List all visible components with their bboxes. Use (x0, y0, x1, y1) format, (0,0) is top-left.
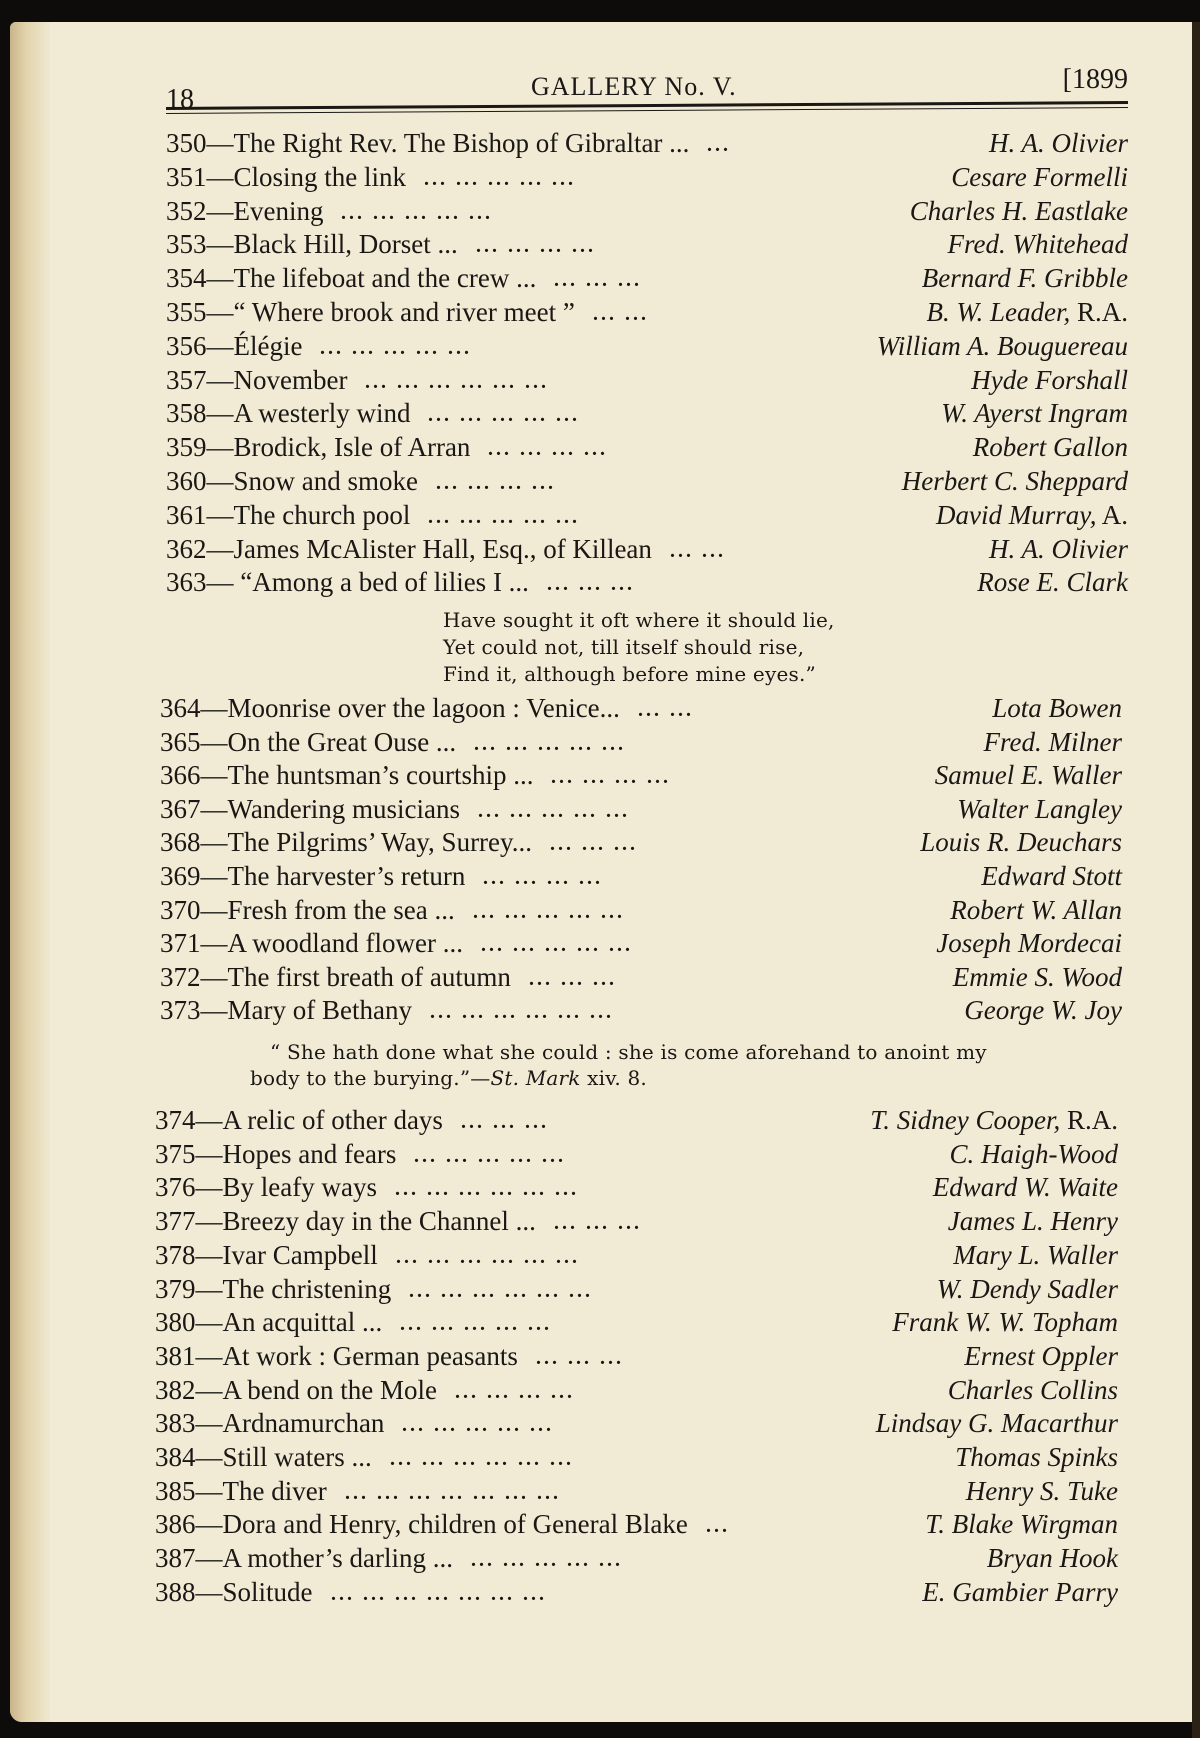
entry-leader-dots: ... ... ... ... ... (428, 505, 580, 528)
entry-leader-dots: ... ... ... ... (476, 235, 596, 258)
entry-leader-dots: ... ... ... ... ... (473, 900, 625, 923)
entry-leader-dots: ... ... ... (554, 1212, 642, 1235)
entry-title: 359—Brodick, Isle of Arran (166, 432, 471, 463)
entry-title: 369—The harvester’s return (160, 861, 466, 891)
entry-artist (922, 263, 1128, 294)
entry-leader-dots: ... ... ... ... ... (478, 799, 630, 822)
entry-artist (926, 297, 1128, 328)
entry-leader-dots: ... ... ... ... ... (471, 1549, 623, 1572)
catalogue-entry (0, 1105, 1200, 1139)
artist-name: Edward W. Waite (932, 1172, 1118, 1203)
entry-artist (981, 861, 1122, 892)
artist-name: James L. Henry (947, 1206, 1118, 1237)
artist-name: Henry S. Tuke (965, 1475, 1118, 1506)
entry-title: 366—The huntsman’s courtship ... (160, 760, 534, 791)
entry-artist (955, 1442, 1118, 1473)
artist-name: Bryan Hook (986, 1543, 1118, 1574)
entry-leader-dots: ... ... ... ... ... (341, 201, 493, 224)
entry-leader-dots: ... ... (638, 699, 694, 721)
catalogue-entry (0, 162, 1200, 196)
entry-title: 355—“ Where brook and river meet ” (166, 297, 575, 327)
entry-title: 375—Hopes and fears (155, 1138, 397, 1169)
entry-title: 362—James McAlister Hall, Esq., of Killean (166, 533, 652, 564)
catalogue-entry (0, 794, 1200, 828)
entry-title: 384—Still waters ... (155, 1442, 372, 1472)
entry-title: 367—Wandering musicians (160, 793, 461, 824)
entry-leader-dots: ... ... ... ... ... (402, 1414, 554, 1437)
artist-name: Fred. Milner (983, 726, 1122, 757)
entry-title: 368—The Pilgrims’ Way, Surrey... (160, 827, 533, 858)
entry-leader-dots: ... ... ... ... (551, 766, 671, 789)
artist-name: George W. Joy (964, 995, 1122, 1026)
catalogue-entry (0, 229, 1200, 263)
entry-artist (936, 500, 1128, 531)
entry-title: 387—A mother’s darling ... (155, 1543, 453, 1574)
entry-title: 381—At work : German peasants (155, 1340, 518, 1371)
entry-leader-dots: ... ... (670, 539, 726, 562)
artist-name: Frank W. W. Topham (892, 1307, 1118, 1338)
entry-leader-dots: ... ... ... ... (455, 1380, 575, 1403)
catalogue-entry (0, 500, 1200, 534)
scripture-citation: St. Mark (490, 1066, 581, 1090)
entry-leader-dots: ... ... ... ... (488, 438, 608, 461)
catalogue-entry (0, 1206, 1200, 1240)
entry-leader-dots: ... (707, 134, 731, 156)
entry-title: 354—The lifeboat and the crew ... (166, 263, 537, 294)
artist-name: Cesare Formelli (951, 161, 1128, 192)
artist-name: Bernard F. Gribble (921, 263, 1128, 294)
artist-name: William A. Bouguereau (876, 330, 1128, 361)
catalogue-entry (0, 1476, 1200, 1510)
artist-name: T. Blake Wirgman (925, 1509, 1118, 1540)
catalogue-entry (0, 1543, 1200, 1577)
catalogue-entry (0, 1240, 1200, 1274)
entry-artist (950, 895, 1122, 926)
verse-line: Find it, although before mine eyes.” (443, 662, 816, 686)
catalogue-entry (0, 1577, 1200, 1611)
entry-leader-dots: ... ... ... (536, 1346, 624, 1369)
artist-name: Louis R. Deuchars (920, 827, 1122, 858)
catalogue-entry (0, 331, 1200, 365)
entry-title: 365—On the Great Ouse ... (160, 726, 457, 757)
artist-name: Lota Bowen (992, 693, 1122, 723)
entry-artist (989, 128, 1128, 159)
entry-title: 357—November (166, 364, 348, 395)
entry-artist (989, 534, 1128, 565)
entry-leader-dots: ... ... ... ... ... ... (430, 1001, 614, 1024)
entry-leader-dots: ... ... ... (529, 967, 617, 990)
entry-leader-dots: ... ... ... (550, 833, 638, 856)
catalogue-entry (0, 1341, 1200, 1375)
entry-artist (892, 1307, 1118, 1338)
artist-honour: R.A. (1070, 297, 1128, 327)
entry-artist (966, 1476, 1118, 1507)
entry-title: 350—The Right Rev. The Bishop of Gibraltar ... (166, 128, 690, 158)
artist-name: Mary L. Waller (953, 1239, 1118, 1270)
entry-title: 372—The first breath of autumn (160, 961, 511, 992)
scripture-verse: xiv. 8. (580, 1066, 647, 1090)
entry-title: 382—A bend on the Mole (155, 1374, 437, 1405)
catalogue-entry (0, 962, 1200, 996)
entry-artist (935, 760, 1122, 791)
catalogue-entry (0, 398, 1200, 432)
entry-leader-dots: ... ... ... ... ... (320, 336, 472, 359)
catalogue-entry (0, 928, 1200, 962)
entry-leader-dots: ... ... ... ... ... ... (409, 1279, 593, 1302)
entry-title: 353—Black Hill, Dorset ... (166, 229, 458, 260)
page-number: 18 (166, 84, 194, 115)
entry-leader-dots: ... ... ... ... ... ... (396, 1245, 580, 1268)
entry-title: 371—A woodland flower ... (160, 928, 463, 959)
entry-leader-dots: ... ... ... ... ... ... (365, 370, 549, 393)
artist-name: W. Ayerst Ingram (941, 398, 1128, 429)
entry-title: 377—Breezy day in the Channel ... (155, 1206, 536, 1237)
catalogue-entry (0, 1442, 1200, 1476)
entry-title: 373—Mary of Bethany (160, 995, 412, 1026)
entry-leader-dots: ... ... ... ... ... (400, 1313, 552, 1336)
catalogue-entry (0, 297, 1200, 331)
artist-name: Samuel E. Waller (934, 760, 1122, 791)
entry-title: 383—Ardnamurchan (155, 1408, 385, 1439)
entry-title: 358—A westerly wind (166, 398, 411, 429)
entry-leader-dots: ... ... ... ... ... ... ... (331, 1582, 547, 1605)
artist-name: Emmie S. Wood (952, 961, 1122, 992)
entry-artist (925, 1509, 1118, 1540)
entry-artist (949, 1139, 1118, 1170)
catalogue-entry (0, 693, 1200, 727)
entry-artist (870, 1105, 1118, 1136)
entry-leader-dots: ... ... ... (547, 573, 635, 596)
catalogue-entry (0, 861, 1200, 895)
entry-artist (977, 567, 1128, 598)
artist-name: H. A. Olivier (989, 128, 1128, 158)
catalogue-entry (0, 196, 1200, 230)
entry-leader-dots: ... ... ... ... (483, 867, 603, 889)
entry-artist (922, 1577, 1118, 1608)
entry-title: 376—By leafy ways (155, 1172, 377, 1203)
entry-leader-dots: ... ... ... (554, 269, 642, 292)
entry-title: 352—Evening (166, 195, 324, 226)
entry-artist (992, 693, 1122, 724)
catalogue-entry (0, 466, 1200, 500)
catalogue-entry (0, 1172, 1200, 1206)
entry-leader-dots: ... ... ... ... ... (481, 934, 633, 957)
entry-artist (971, 365, 1128, 396)
verse-line: Have sought it oft where it should lie, (443, 608, 835, 632)
artist-name: David Murray, (936, 499, 1097, 530)
entry-artist (953, 1240, 1118, 1271)
entry-title: 378—Ivar Campbell (155, 1239, 378, 1270)
entry-title: 351—Closing the link (166, 161, 407, 192)
catalogue-entry (0, 1509, 1200, 1543)
entry-artist (902, 466, 1128, 497)
entry-leader-dots: ... ... ... ... ... (474, 732, 626, 755)
catalogue-entry (0, 534, 1200, 568)
entry-artist (948, 1375, 1118, 1406)
catalogue-entry (0, 995, 1200, 1029)
entry-title: 356—Élégie (166, 330, 303, 361)
entry-title: 374—A relic of other days (155, 1105, 443, 1135)
catalogue-entry (0, 1307, 1200, 1341)
artist-name: Hyde Forshall (971, 364, 1128, 395)
catalogue-entry (0, 567, 1200, 601)
entry-title: 364—Moonrise over the lagoon : Venice... (160, 693, 620, 723)
catalogue-entry (0, 263, 1200, 297)
catalogue-entry (0, 1274, 1200, 1308)
entry-title: 360—Snow and smoke (166, 466, 418, 496)
entry-artist (964, 1341, 1118, 1372)
entry-title: 386—Dora and Henry, children of General Blake (155, 1509, 688, 1540)
entry-leader-dots: ... (706, 1515, 730, 1538)
artist-name: Thomas Spinks (955, 1442, 1118, 1472)
artist-name: Robert W. Allan (950, 894, 1122, 925)
catalogue-entry (0, 760, 1200, 794)
entry-artist (933, 1172, 1118, 1203)
artist-name: C. Haigh-Wood (949, 1138, 1118, 1169)
artist-name: W. Dendy Sadler (936, 1273, 1118, 1304)
catalogue-entry (0, 432, 1200, 466)
entry-leader-dots: ... ... ... ... ... (424, 167, 576, 190)
entry-leader-dots: ... ... ... ... ... ... ... (345, 1481, 561, 1504)
artist-name: Lindsay G. Macarthur (875, 1408, 1118, 1439)
scripture-quote-line: “ She hath done what she could : she is come aforehand to anoint my (270, 1040, 987, 1064)
entry-artist (936, 928, 1122, 959)
artist-name: Walter Langley (957, 793, 1122, 824)
entry-artist (948, 229, 1128, 260)
artist-name: Rose E. Clark (977, 567, 1128, 598)
artist-name: B. W. Leader, (926, 297, 1071, 327)
artist-name: Charles H. Eastlake (909, 195, 1128, 226)
entry-title: 379—The christening (155, 1273, 392, 1304)
scripture-quote-line (250, 1066, 647, 1090)
catalogue-entry (0, 365, 1200, 399)
entry-title: 388—Solitude (155, 1576, 313, 1607)
artist-name: Joseph Mordecai (936, 928, 1122, 959)
running-title: GALLERY No. V. (531, 72, 737, 101)
catalogue-entry (0, 827, 1200, 861)
artist-name: Edward Stott (981, 861, 1122, 891)
artist-name: Herbert C. Sheppard (901, 466, 1128, 496)
entry-artist (948, 1206, 1118, 1237)
entry-artist (937, 1274, 1118, 1305)
catalogue-entry (0, 1139, 1200, 1173)
entry-title: 380—An acquittal ... (155, 1307, 383, 1338)
catalogue-entry (0, 1375, 1200, 1409)
scripture-quote-text: body to the burying.”— (250, 1066, 491, 1090)
verse-line: Yet could not, till itself should rise, (443, 635, 805, 659)
entry-artist (953, 962, 1122, 993)
entry-leader-dots: ... ... ... ... ... (414, 1144, 566, 1167)
artist-name: Fred. Whitehead (947, 229, 1128, 260)
artist-name: E. Gambier Parry (922, 1576, 1118, 1607)
entry-leader-dots: ... ... ... ... (436, 472, 556, 494)
artist-name: Ernest Oppler (964, 1340, 1118, 1371)
artist-honour: R.A. (1060, 1105, 1118, 1135)
entry-artist (920, 827, 1122, 858)
entry-leader-dots: ... ... ... (461, 1111, 549, 1133)
entry-artist (941, 398, 1128, 429)
entry-leader-dots: ... ... ... ... ... (428, 404, 580, 427)
artist-name: H. A. Olivier (989, 533, 1128, 564)
entry-artist (987, 1543, 1118, 1574)
entry-artist (984, 727, 1122, 758)
entry-artist (910, 196, 1128, 227)
entry-leader-dots: ... ... ... ... ... ... (395, 1178, 579, 1201)
entry-artist (876, 1408, 1118, 1439)
year-label: [1899 (1062, 64, 1128, 95)
catalogue-entry (0, 1408, 1200, 1442)
entry-artist (951, 162, 1128, 193)
entry-leader-dots: ... ... ... ... ... ... (390, 1448, 574, 1470)
entry-leader-dots: ... ... (593, 303, 649, 325)
entry-title: 361—The church pool (166, 499, 411, 530)
entry-artist (973, 432, 1128, 463)
catalogue-entry (0, 895, 1200, 929)
artist-honour: A. (1096, 499, 1128, 530)
artist-name: Robert Gallon (972, 432, 1128, 463)
entry-title: 363— “Among a bed of lilies I ... (166, 567, 529, 598)
entry-title: 385—The diver (155, 1475, 327, 1506)
entry-artist (877, 331, 1128, 362)
catalogue-entry (0, 727, 1200, 761)
catalogue-entry (0, 128, 1200, 162)
entry-artist (957, 794, 1122, 825)
entry-title: 370—Fresh from the sea ... (160, 894, 455, 925)
artist-name: Charles Collins (947, 1374, 1118, 1405)
artist-name: T. Sidney Cooper, (870, 1105, 1061, 1135)
entry-artist (964, 995, 1122, 1026)
